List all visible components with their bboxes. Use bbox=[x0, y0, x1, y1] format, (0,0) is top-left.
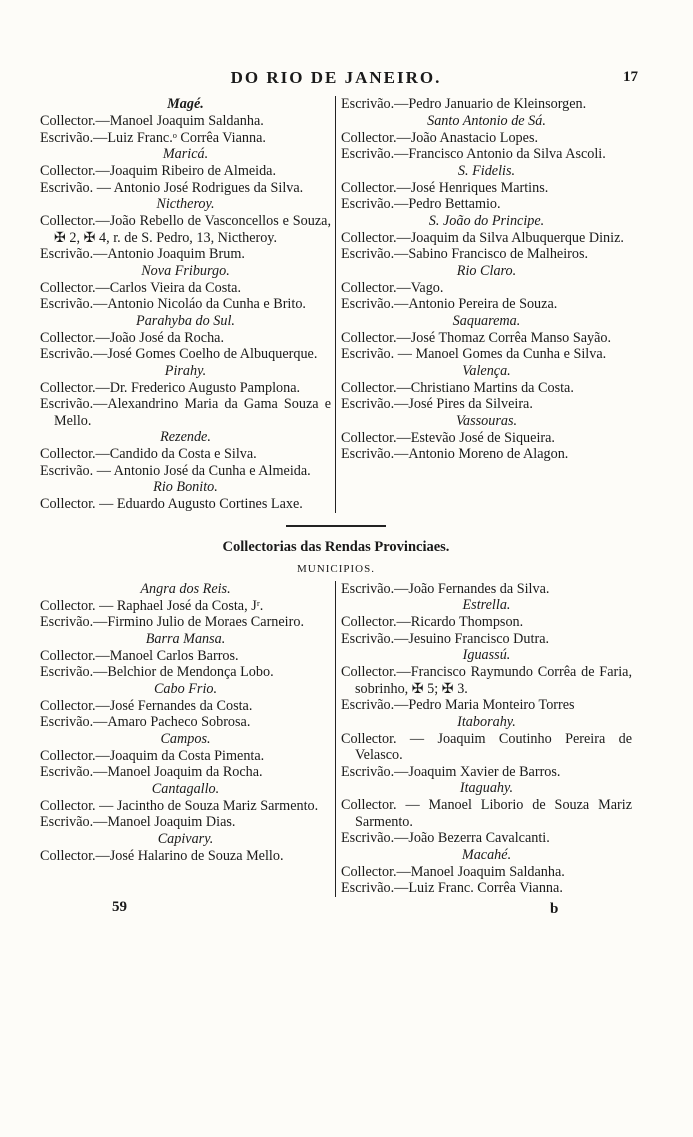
official-line: Collector.—Joaquim da Costa Pimenta. bbox=[40, 747, 265, 764]
directory-entry bbox=[341, 113, 632, 163]
place-heading: Itaguahy. bbox=[459, 780, 514, 796]
official-line: Escrivão. — Antonio José Rodrigues da Silva. bbox=[40, 179, 304, 196]
official-line: Collector.—João José da Rocha. bbox=[40, 329, 225, 346]
official-line: Escrivão.—Manoel Joaquim da Rocha. bbox=[40, 764, 263, 780]
bottom-columns bbox=[40, 581, 632, 897]
top-left-column bbox=[40, 96, 335, 513]
official-line: Collector.—José Fernandes da Costa. bbox=[40, 697, 253, 714]
place-heading: Maricá. bbox=[162, 146, 209, 162]
place-heading: Estrella. bbox=[462, 597, 511, 613]
directory-entry bbox=[40, 479, 331, 513]
official-line: Escrivão.—Luiz Franc.ᵒ Corrêa Vianna. bbox=[40, 129, 266, 146]
place-heading: Cantagallo. bbox=[151, 780, 220, 797]
running-title: DO RIO DE JANEIRO. bbox=[230, 68, 442, 87]
official-line: Collector.—Carlos Vieira da Costa. bbox=[40, 279, 242, 296]
place-heading: Capivary. bbox=[157, 830, 214, 847]
place-heading: Angra dos Reis. bbox=[140, 580, 231, 597]
official-line: Escrivão.—João Fernandes da Silva. bbox=[341, 580, 550, 597]
top-columns bbox=[40, 96, 632, 513]
place-heading: Rio Bonito. bbox=[153, 479, 218, 495]
directory-entry bbox=[40, 631, 331, 681]
official-line: Collector.—Joaquim da Silva Albuquerque Diniz. bbox=[341, 229, 624, 246]
official-line: Collector.—Joaquim Ribeiro de Almeida. bbox=[40, 163, 277, 179]
official-line: Escrivão.—Belchior de Mendonça Lobo. bbox=[40, 664, 274, 680]
official-line: Escrivão. — Antonio José da Cunha e Almeida. bbox=[40, 462, 311, 479]
official-line: Escrivão.—Pedro Maria Monteiro Torres bbox=[341, 697, 575, 713]
page-header bbox=[40, 68, 638, 96]
directory-entry bbox=[40, 313, 331, 363]
directory-entry bbox=[341, 213, 632, 263]
place-heading: Rio Claro. bbox=[456, 262, 517, 279]
official-line: Collector. — Raphael José da Costa, Jʳ. bbox=[40, 597, 264, 614]
official-line: Collector.—Manoel Joaquim Saldanha. bbox=[40, 113, 264, 129]
official-line: Escrivão.—Antonio Pereira de Souza. bbox=[341, 296, 558, 312]
official-line: Collector. — Jacintho de Souza Mariz Sarmento. bbox=[40, 797, 319, 814]
official-line: Collector.—José Henriques Martins. bbox=[341, 179, 549, 196]
official-line: Escrivão.—Pedro Bettamio. bbox=[341, 196, 501, 212]
official-line: Escrivão.—José Pires da Silveira. bbox=[341, 396, 533, 412]
directory-entry bbox=[341, 313, 632, 363]
directory-entry bbox=[40, 263, 331, 313]
official-line: Escrivão.—Joaquim Xavier de Barros. bbox=[341, 763, 561, 780]
bottom-right-column bbox=[336, 581, 632, 897]
directory-entry bbox=[40, 429, 331, 479]
directory-entry bbox=[40, 731, 331, 781]
official-line: Collector. — Joaquim Coutinho Pereira de Velasco. bbox=[341, 730, 632, 763]
directory-entry bbox=[341, 163, 632, 213]
place-heading: Nova Friburgo. bbox=[141, 262, 230, 279]
place-heading: Parahyba do Sul. bbox=[136, 312, 235, 329]
place-heading: Itaborahy. bbox=[457, 713, 516, 730]
page bbox=[40, 68, 638, 921]
place-heading: Cabo Frio. bbox=[153, 680, 218, 697]
place-heading: Vassouras. bbox=[455, 412, 518, 429]
section-title: Collectorias das Rendas Provinciaes. bbox=[222, 538, 450, 555]
place-heading: Magé. bbox=[167, 96, 204, 112]
official-line: Escrivão.—Antonio Nicoláo da Cunha e Brito. bbox=[40, 296, 306, 312]
official-line: Collector.—José Halarino de Souza Mello. bbox=[40, 847, 284, 864]
bottom-left-column bbox=[40, 581, 335, 897]
official-line: Escrivão.—Firmino Julio de Moraes Carneiro. bbox=[40, 614, 304, 630]
place-heading: Valença. bbox=[462, 362, 511, 379]
official-line: Escrivão.—José Gomes Coelho de Albuquerque. bbox=[40, 346, 318, 362]
official-line: Collector.—Estevão José de Siqueira. bbox=[341, 429, 555, 446]
official-line: Escrivão. — Manoel Gomes da Cunha e Silva. bbox=[341, 346, 607, 362]
directory-entry bbox=[341, 597, 632, 647]
official-line: Escrivão.—Alexandrino Maria da Gama Souza e Mello. bbox=[40, 396, 331, 429]
directory-entry bbox=[341, 847, 632, 897]
directory-entry bbox=[40, 581, 331, 631]
page-number: 17 bbox=[623, 69, 638, 85]
directory-entry bbox=[341, 363, 632, 413]
place-heading: Saquarema. bbox=[452, 312, 521, 329]
place-heading: Iguassú. bbox=[462, 647, 511, 663]
directory-entry bbox=[341, 647, 632, 714]
place-heading: S. Fidelis. bbox=[457, 162, 516, 179]
footer-mark: b bbox=[550, 900, 559, 917]
directory-entry bbox=[40, 681, 331, 731]
directory-entry bbox=[40, 196, 331, 263]
directory-entry bbox=[341, 714, 632, 781]
place-heading: Macahé. bbox=[461, 846, 512, 863]
directory-entry bbox=[341, 581, 632, 598]
official-line: Escrivão.—Antonio Moreno de Alagon. bbox=[341, 446, 569, 462]
official-line: Collector.—Dr. Frederico Augusto Pamplona. bbox=[40, 379, 301, 396]
official-line: Collector.—Ricardo Thompson. bbox=[341, 614, 524, 630]
section-subtitle: MUNICIPIOS. bbox=[297, 562, 375, 575]
official-line: Collector.—Candido da Costa e Silva. bbox=[40, 446, 257, 462]
directory-entry bbox=[341, 780, 632, 847]
official-line: Collector. — Eduardo Augusto Cortines Laxe. bbox=[40, 496, 303, 512]
official-line: Collector.—Francisco Raymundo Corrêa de Faria, sobrinho, ✠ 5; ✠ 3. bbox=[341, 664, 632, 697]
official-line: Collector.—João Anastacio Lopes. bbox=[341, 129, 539, 146]
section-separator bbox=[286, 525, 386, 527]
place-heading: S. João do Principe. bbox=[428, 212, 545, 229]
official-line: Collector. — Manoel Liborio de Souza Mariz Sarmento. bbox=[341, 797, 632, 830]
directory-entry bbox=[341, 263, 632, 313]
place-heading: Nictheroy. bbox=[156, 196, 215, 212]
place-heading: Santo Antonio de Sá. bbox=[427, 112, 546, 129]
official-line: Collector.—João Rebello de Vasconcellos e Souza, ✠ 2, ✠ 4, r. de S. Pedro, 13, Nictheroy. bbox=[40, 213, 331, 246]
official-line: Escrivão.—Jesuino Francisco Dutra. bbox=[341, 630, 550, 647]
official-line: Collector.—Christiano Martins da Costa. bbox=[341, 379, 574, 396]
directory-entry bbox=[341, 96, 632, 113]
directory-entry bbox=[40, 96, 331, 146]
official-line: Escrivão.—Amaro Pacheco Sobrosa. bbox=[40, 714, 251, 730]
place-heading: Pirahy. bbox=[164, 362, 207, 379]
official-line: Escrivão.—Francisco Antonio da Silva Ascoli. bbox=[341, 146, 606, 162]
official-line: Escrivão.—Antonio Joaquim Brum. bbox=[40, 246, 245, 262]
top-right-column bbox=[336, 96, 632, 513]
directory-entry bbox=[40, 146, 331, 196]
official-line: Escrivão.—Manoel Joaquim Dias. bbox=[40, 814, 236, 830]
official-line: Escrivão.—Pedro Januario de Kleinsorgen. bbox=[341, 96, 587, 112]
directory-entry bbox=[40, 781, 331, 831]
place-heading: Rezende. bbox=[160, 429, 211, 445]
place-heading: Barra Mansa. bbox=[145, 630, 226, 647]
signature-mark: 59 bbox=[112, 898, 127, 915]
page-footer bbox=[40, 899, 632, 921]
official-line: Collector.—Vago. bbox=[341, 279, 444, 296]
official-line: Collector.—Manoel Carlos Barros. bbox=[40, 647, 239, 664]
official-line: Collector.—Manoel Joaquim Saldanha. bbox=[341, 863, 565, 880]
official-line: Escrivão.—Sabino Francisco de Malheiros. bbox=[341, 246, 589, 262]
directory-entry bbox=[40, 831, 331, 865]
official-line: Escrivão.—João Bezerra Cavalcanti. bbox=[341, 830, 550, 846]
place-heading: Campos. bbox=[160, 730, 211, 747]
official-line: Escrivão.—Luiz Franc. Corrêa Vianna. bbox=[341, 880, 563, 896]
directory-entry bbox=[40, 363, 331, 430]
official-line: Collector.—José Thomaz Corrêa Manso Sayão. bbox=[341, 329, 612, 346]
directory-entry bbox=[341, 413, 632, 463]
